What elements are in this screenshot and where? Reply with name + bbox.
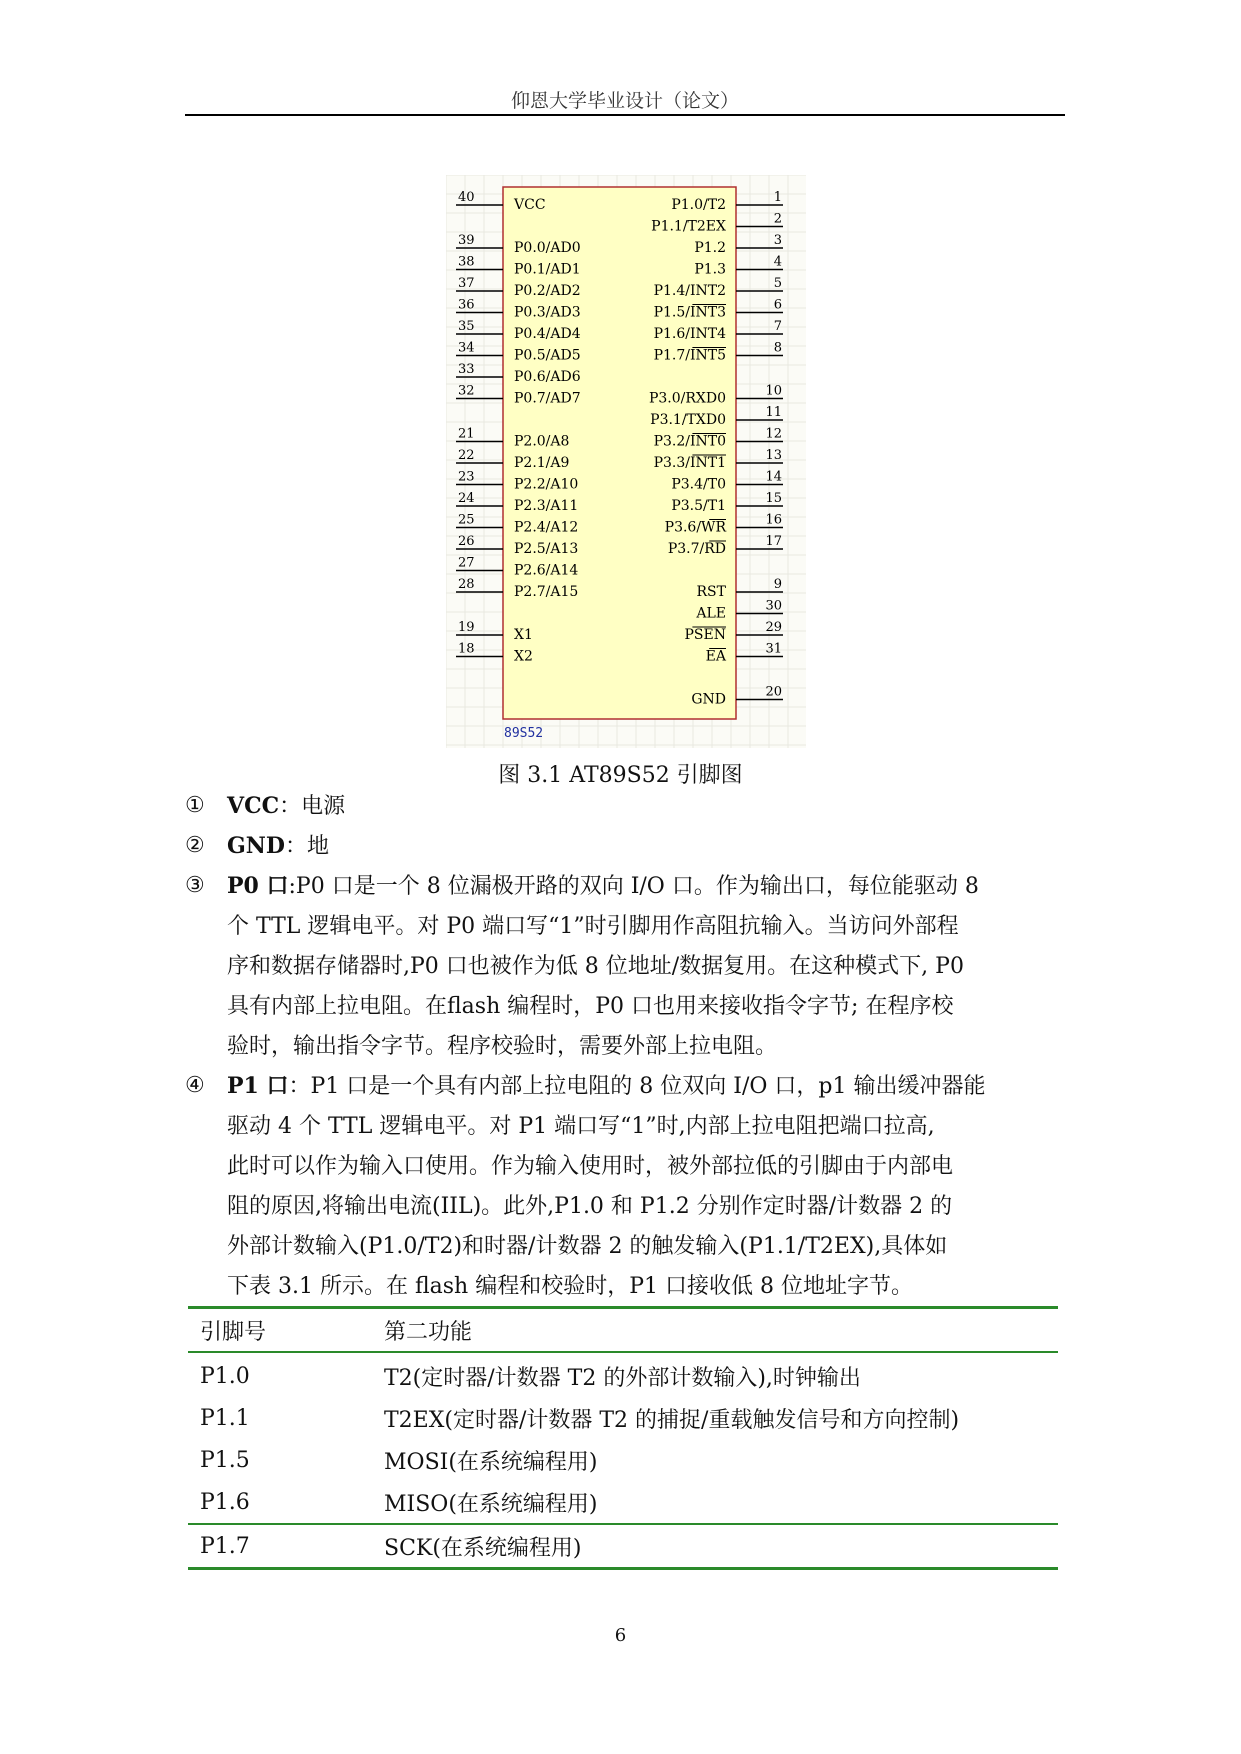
table-cell-function: MISO(在系统编程用): [384, 1491, 598, 1517]
pin-number: 36: [458, 297, 475, 313]
item-number: ③: [185, 873, 205, 898]
pin-name: P2.1/A9: [514, 455, 570, 471]
pin-name: P3.7/RD: [667, 541, 726, 557]
item-line: [227, 987, 1065, 1027]
table-row: [188, 1397, 1058, 1439]
pin-name: RST: [696, 584, 726, 600]
pin-name: P3.6/WR: [664, 519, 726, 536]
item-text: 驱动 4 个 TTL 逻辑电平。对 P1 端口写“1”时,内部上拉电阻把端口拉高,: [227, 1114, 935, 1139]
chip-diagram: [446, 175, 806, 748]
table-cell-function: T2EX(定时器/计数器 T2 的捕捉/重载触发信号和方向控制): [384, 1407, 960, 1433]
item-text: 外部计数输入(P1.0/T2)和时器/计数器 2 的触发输入(P1.1/T2EX),具体如: [227, 1234, 948, 1259]
item-line: [227, 826, 1065, 867]
pin-name: PSEN: [684, 627, 726, 643]
table-row: [188, 1481, 1058, 1523]
pin-number: 16: [765, 512, 782, 528]
pin-name: P2.7/A15: [514, 584, 579, 600]
pin-number: 5: [773, 276, 782, 291]
pin-number: 12: [765, 426, 782, 442]
pin-number: 3: [773, 233, 782, 248]
pin-item: [185, 1066, 1065, 1307]
table-cell-function: SCK(在系统编程用): [384, 1535, 582, 1561]
table-cell-function: T2(定时器/计数器 T2 的外部计数输入),时钟输出: [384, 1365, 861, 1391]
item-line: [227, 907, 1065, 947]
pin-name: P0.1/AD1: [514, 261, 581, 278]
pin-name: P1.7/INT5: [653, 347, 726, 364]
pin-name: VCC: [514, 197, 546, 213]
item-text: 序和数据存储器时,P0 口也被作为低 8 位地址/数据复用。在这种模式下, P0: [227, 954, 964, 979]
pin-number: 33: [458, 362, 475, 377]
item-heading: VCC: [227, 793, 280, 819]
pin-name: P3.4/T0: [671, 476, 726, 493]
pin-name: P2.0/A8: [514, 433, 570, 450]
pin-number: 29: [765, 620, 782, 635]
pin-number: 9: [773, 577, 782, 592]
item-line: [227, 1107, 1065, 1147]
pin-number: 31: [765, 641, 782, 657]
pin-number: 8: [773, 340, 782, 356]
table-cell-pin: P1.5: [200, 1447, 250, 1473]
table-cell-pin: P1.6: [200, 1489, 250, 1515]
chip-part-label: 89S52: [504, 726, 544, 741]
pin-name: GND: [691, 691, 726, 708]
pin-number: 20: [765, 684, 782, 700]
pin-number: 2: [773, 211, 782, 227]
page-number: 6: [614, 1625, 627, 1646]
item-text: ：电源: [279, 794, 346, 819]
item-text: ：地: [284, 834, 329, 859]
pin-name: P1.2: [694, 240, 726, 256]
pin-number: 18: [458, 641, 475, 657]
pin-number: 13: [765, 448, 782, 463]
pin-number: 7: [773, 319, 782, 334]
pin-number: 28: [458, 577, 475, 592]
pin-number: 25: [458, 512, 475, 528]
item-text: :P0 口是一个 8 位漏极开路的双向 I/O 口。作为输出口，每位能驱动 8: [288, 874, 979, 899]
pin-number: 14: [765, 469, 782, 485]
table-row: [188, 1355, 1058, 1397]
pin-number: 40: [458, 190, 475, 205]
pin-number: 23: [458, 469, 475, 485]
pin-number: 10: [765, 383, 782, 399]
pin-name: P1.5/INT3: [653, 304, 726, 321]
pin-number: 38: [458, 254, 475, 270]
pin-name: P3.3/INT1: [653, 455, 726, 471]
pinout-figure: [446, 175, 806, 748]
pin-name: P1.3: [694, 261, 726, 278]
figure-caption: 图 3.1 AT89S52 引脚图: [498, 763, 743, 788]
table-cell-pin: P1.0: [200, 1363, 250, 1389]
pin-name: P1.0/T2: [671, 197, 726, 213]
pin-number: 4: [773, 254, 782, 270]
pin-name: P2.2/A10: [514, 476, 579, 493]
item-line: [227, 1267, 1065, 1307]
pin-name: P0.5/AD5: [514, 347, 581, 364]
pin-name: P0.7/AD7: [514, 390, 581, 407]
item-line: [227, 1027, 1065, 1067]
pin-name: X2: [514, 648, 533, 665]
table-header-row: [188, 1309, 1058, 1351]
item-text: 阻的原因,将输出电流(IIL)。此外,P1.0 和 P1.2 分别作定时器/计数器 2 的: [227, 1194, 953, 1219]
pin-number: 1: [773, 190, 782, 205]
pin-name: P2.4/A12: [514, 519, 579, 536]
pin-name: P0.3/AD3: [514, 304, 581, 321]
pin-name: P2.5/A13: [514, 541, 579, 557]
item-line: [227, 1147, 1065, 1187]
table-cell-pin: P1.1: [200, 1405, 250, 1431]
item-text: 具有内部上拉电阻。在flash 编程时，P0 口也用来接收指令字节; 在程序校: [227, 994, 954, 1019]
pin-number: 37: [458, 276, 475, 291]
pin-number: 27: [458, 555, 475, 571]
pin-name: P0.0/AD0: [514, 240, 581, 256]
item-line: [227, 947, 1065, 987]
item-line: [227, 1227, 1065, 1267]
item-number: ①: [185, 793, 205, 818]
item-text: 下表 3.1 所示。在 flash 编程和校验时，P1 口接收低 8 位地址字节。: [227, 1274, 913, 1299]
pin-item: [185, 786, 1065, 827]
pin-number: 11: [765, 405, 782, 420]
item-heading: P1 口: [227, 1073, 289, 1099]
pin-number: 34: [458, 340, 475, 356]
pin-number: 17: [765, 534, 782, 549]
p1-function-table: [188, 1306, 1058, 1570]
pin-name: P0.4/AD4: [514, 326, 581, 342]
pin-name: P3.0/RXD0: [648, 390, 726, 407]
pin-item: [185, 866, 1065, 1067]
item-line: [227, 1187, 1065, 1227]
item-text: 个 TTL 逻辑电平。对 P0 端口写“1”时引脚用作高阻抗输入。当访问外部程: [227, 914, 959, 939]
pin-name: P1.1/T2EX: [651, 218, 726, 235]
pin-name: EA: [705, 648, 726, 665]
table-header-pin: 引脚号: [200, 1319, 267, 1345]
pin-number: 15: [765, 491, 782, 506]
table-bottom-rule: [188, 1567, 1058, 1570]
item-number: ④: [185, 1073, 205, 1098]
pin-name: P3.2/INT0: [653, 433, 726, 450]
pin-name: ALE: [696, 605, 726, 622]
pin-item: [185, 826, 1065, 867]
pin-number: 32: [458, 383, 475, 399]
pin-number: 39: [458, 233, 475, 248]
table-row: [188, 1439, 1058, 1481]
pin-name: X1: [514, 627, 533, 643]
pin-name: P1.4/INT2: [653, 283, 726, 299]
pin-name: P0.2/AD2: [514, 283, 581, 299]
pin-name: P3.5/T1: [671, 498, 726, 514]
item-heading: GND: [227, 833, 285, 859]
pin-name: P2.6/A14: [514, 562, 579, 579]
item-text: 此时可以作为输入口使用。作为输入使用时，被外部拉低的引脚由于内部电: [227, 1154, 954, 1179]
pin-number: 24: [458, 491, 475, 506]
pin-number: 22: [458, 448, 475, 463]
item-line: [227, 1066, 1065, 1107]
pin-name: P0.6/AD6: [514, 369, 581, 385]
item-number: ②: [185, 833, 205, 858]
pin-number: 21: [458, 426, 475, 442]
table-header-function: 第二功能: [384, 1319, 473, 1345]
pin-name: P1.6/INT4: [653, 326, 726, 342]
item-line: [227, 866, 1065, 907]
pin-number: 35: [458, 319, 475, 334]
item-heading: P0 口: [227, 873, 289, 899]
table-row: [188, 1525, 1058, 1567]
item-text: 验时，输出指令字节。程序校验时，需要外部上拉电阻。: [227, 1034, 778, 1059]
page-header: 仰恩大学毕业设计（论文）: [510, 90, 739, 112]
header-rule: [185, 114, 1065, 116]
item-line: [227, 786, 1065, 827]
table-cell-pin: P1.7: [200, 1533, 250, 1559]
pin-number: 26: [458, 534, 475, 549]
pin-name: P2.3/A11: [514, 498, 579, 514]
table-cell-function: MOSI(在系统编程用): [384, 1449, 598, 1475]
item-text: ：P1 口是一个具有内部上拉电阻的 8 位双向 I/O 口，p1 输出缓冲器能: [288, 1074, 986, 1099]
pin-name: P3.1/TXD0: [650, 412, 726, 428]
pin-number: 19: [458, 620, 475, 635]
pin-number: 30: [765, 598, 782, 614]
pin-number: 6: [773, 297, 782, 313]
